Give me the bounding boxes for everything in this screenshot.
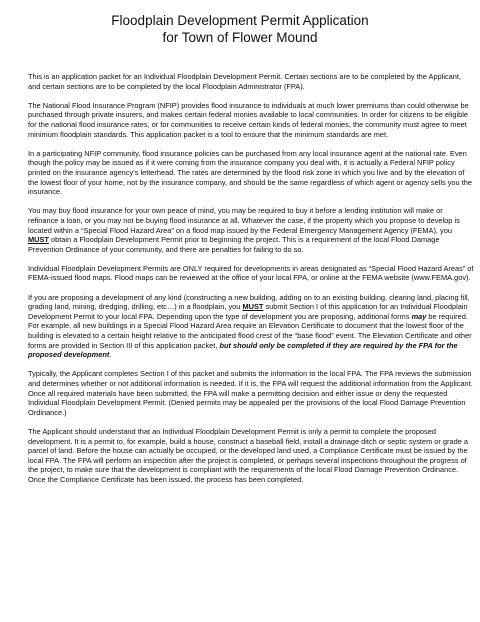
paragraph-flood-hazard-areas: Individual Floodplain Development Permits are ONLY required for developments in areas designated as “Special Flood Hazard Areas” of FEMA-issued flood maps. Flood maps can be reviewed at the office of your local FPA, or online at the FEMA website (www.FEMA.gov).	[28, 263, 474, 283]
text-run: .	[109, 350, 112, 360]
title-line-2: for Town of Flower Mound	[162, 30, 318, 45]
document-body	[28, 72, 474, 485]
paragraph-nfip: The National Flood Insurance Program (NFIP) provides flood insurance to individuals at much lower premiums than could otherwise be purchased through private insurers, and makes certain federal monies available to local communities. In order for citizens to be eligible for the national flood insurance rates, or for communities to receive certain kinds of federal monies, the community must agree to meet minimum floodplain standards. This application packet is a tool to ensure that the minimum standards are met.	[28, 100, 469, 139]
document-title	[0, 12, 480, 46]
paragraph-permit-requirement	[28, 206, 474, 254]
text-run: submit Section I of this application for an Individual Floodplain Development Permit to your local FPA. Depending upon the type of development you are proposing, additional forms	[28, 302, 468, 321]
paragraph-compliance-certificate: The Applicant should understand that an Individual Floodplain Development Permit is only a permit to complete the proposed development. It is a permit to, for example, build a house, construct a baseball field, install a drainage ditch or septic system or grade a parcel of land. Before the house can actually be occupied, or the developed land used, a Compliance Certificate must be issued by the local FPA. The FPA will perform an inspection after the project is completed, or perhaps several inspections throughout the progress of the project, to make sure that the development is compliant with the requirements of the local Flood Damage Prevention Ordinance. Once the Compliance Certificate has been issued, the process has been completed.	[28, 426, 468, 484]
paragraph-intro: This is an application packet for an Individual Floodplain Development Permit. Certain sections are to be completed by the Applicant, and certain sections are to be completed by the local Floodplain Administrator (FPA).	[28, 72, 462, 91]
text-run: be required. For example, all new buildings in a Special Flood Hazard Area require an Elevation Certificate to document that the lowest floor of the building is elevated to a certain height relative to the anticipated flood crest of the “base flood” event. The Elevation Certificate and other forms are provided in Section III of this application packet,	[28, 311, 472, 350]
title-line-1: Floodplain Development Permit Application	[111, 13, 369, 28]
paragraph-insurance-purchase: In a participating NFIP community, flood insurance policies can be purchased from any local insurance agent at the national rate. Even though the policy may be issued as if it were coming from the insurance company you deal with, it is actually a Federal NFIP policy printed on the insurance agency’s letterhead. The rates are determined by the flood risk zone in which you live and by the elevation of the lowest floor of your home, not by the insurance company, and should be the same regardless of which agent or agency sells you the insurance.	[28, 148, 472, 197]
may-emphasis: may	[411, 311, 427, 321]
text-run: obtain a Floodplain Development Permit prior to beginning the project. This is a requirement of the local Flood Damage Prevention Ordinance of your community, and there are penalties for failing to do so.	[28, 235, 440, 254]
must-emphasis: MUST	[242, 302, 264, 312]
text-run: You may buy flood insurance for your own peace of mind, you may be required to buy it before a lending institution will make or refinance a loan, or you may not be buying flood insurance at all. Whatever the case, if the property which you propose to develop is located within a “Special Flood Hazard Area” on a flood map issued by the Federal Emergency Management Agency (FEMA), you	[28, 206, 460, 235]
fpa-required-emphasis: but should only be completed if they are required by the FPA for the proposed development	[28, 340, 458, 360]
paragraph-review-process: Typically, the Applicant completes Section I of this packet and submits the information to the local FPA. The FPA reviews the submission and determines whether or not additional information is needed. If it is, the FPA will request the additional information from the Applicant. Once all required materials have been submitted, the FPA will make a permitting decision and either issue or deny the requested Individual Floodplain Development Permit. (Denied permits may be appealed per the provisions of the local Flood Damage Prevention Ordinance.)	[28, 369, 473, 417]
must-emphasis: MUST	[28, 235, 49, 245]
text-run: If you are proposing a development of any kind (constructing a new building, adding on to an existing building, clearing land, placing fill, grading land, mining, dredging, drilling, etc…) in a floodplain, you	[28, 292, 470, 312]
paragraph-development-forms	[28, 293, 474, 360]
